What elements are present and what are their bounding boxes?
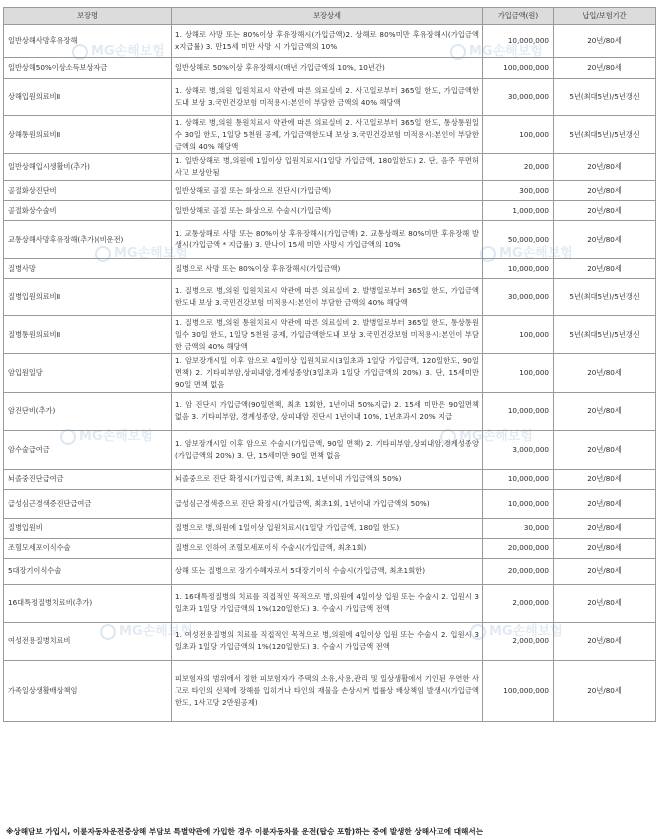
watermark: MG손해보험 bbox=[60, 425, 153, 445]
table-row bbox=[4, 58, 656, 79]
period-cell: 20년/80세 bbox=[554, 354, 656, 392]
coverage-name-cell: 골절화상수술비 bbox=[4, 200, 172, 220]
table-row bbox=[4, 258, 656, 278]
coverage-detail-cell: 1. 교통상해로 사망 또는 80%이상 후유장해시(가입금액) 2. 교통상해로 80%미만 후유장해 발생시(가입금액 * 지급률) 3. 만나이 15세 미만 사망시 가입금액의 10% bbox=[172, 220, 483, 258]
amount-cell: 50,000,000 bbox=[483, 220, 554, 258]
coverage-name-cell: 일반상해입시생활비(추가) bbox=[4, 154, 172, 181]
coverage-detail-cell: 1. 여성전용질병의 치료를 직접적인 목적으로 병,의원에 4일이상 입원 또는 수술시 2. 입원시 3일초과 1일당 가입금액의 1%(120일한도) 3. 수술시 가입금액 전액 bbox=[172, 622, 483, 660]
period-cell: 20년/80세 bbox=[554, 469, 656, 489]
coverage-detail-cell: 뇌졸중으로 진단 확정시(가입금액, 최초1회, 1년이내 가입금액의 50%) bbox=[172, 469, 483, 489]
coverage-detail-cell: 질병으로 인하여 조혈모세포이식 수술시(가입금액, 최초1회) bbox=[172, 538, 483, 558]
period-cell: 5년(최대5년)/5년갱신 bbox=[554, 315, 656, 353]
amount-cell: 3,000,000 bbox=[483, 430, 554, 469]
coverage-name-cell: 뇌졸중진단급여금 bbox=[4, 469, 172, 489]
coverage-name-cell: 상해입원의료비Ⅱ bbox=[4, 79, 172, 116]
coverage-name-cell: 여성전용질병치료비 bbox=[4, 622, 172, 660]
amount-cell: 100,000,000 bbox=[483, 660, 554, 721]
amount-cell: 30,000 bbox=[483, 518, 554, 538]
amount-cell: 20,000,000 bbox=[483, 558, 554, 584]
table-row bbox=[4, 315, 656, 353]
coverage-table bbox=[3, 7, 656, 722]
period-cell: 20년/80세 bbox=[554, 660, 656, 721]
period-cell: 20년/80세 bbox=[554, 200, 656, 220]
amount-cell: 30,000,000 bbox=[483, 278, 554, 315]
amount-cell: 30,000,000 bbox=[483, 79, 554, 116]
coverage-detail-cell: 1. 16대특정질병의 치료를 직접적인 목적으로 병,의원에 4일이상 입원 또는 수술시 2. 입원시 3일초과 1일당 가입금액의 1%(120일한도) 3. 수술시 가입금액 전액 bbox=[172, 584, 483, 622]
table-row bbox=[4, 200, 656, 220]
coverage-name-cell: 암진단비(추가) bbox=[4, 392, 172, 430]
coverage-name-cell: 조혈모세포이식수술 bbox=[4, 538, 172, 558]
coverage-detail-cell: 1. 암보장개시일 이후 암으로 수술시(가입금액, 90일 면책) 2. 기타피부암,상피내암,경계성종양(가입금액의 20%) 3. 단, 15세미만 90일 면책 없음 bbox=[172, 430, 483, 469]
table-row bbox=[4, 116, 656, 154]
coverage-table-wrapper bbox=[3, 7, 655, 722]
coverage-name-cell: 교통상해사망후유장해(추가)(비운전) bbox=[4, 220, 172, 258]
table-header-row bbox=[4, 8, 656, 25]
header-coverage-name: 보장명 bbox=[4, 8, 172, 25]
coverage-name-cell: 5대장기이식수술 bbox=[4, 558, 172, 584]
amount-cell: 20,000 bbox=[483, 154, 554, 181]
amount-cell: 10,000,000 bbox=[483, 25, 554, 58]
coverage-detail-cell: 1. 상해로 병,의원 통원치료시 약관에 따른 의료실비 2. 사고일로부터 365일 한도, 통상통원일수 30일 한도, 1일당 5천원 공제, 가입금액한도내 보상 3.국민건강보험 미적용시:본인이 부담한 금액의 40% 해당액 bbox=[172, 116, 483, 154]
coverage-name-cell: 질병통원의료비Ⅱ bbox=[4, 315, 172, 353]
period-cell: 5년(최대5년)/5년갱신 bbox=[554, 278, 656, 315]
watermark: MG손해보험 bbox=[480, 242, 573, 262]
amount-cell: 10,000,000 bbox=[483, 392, 554, 430]
coverage-name-cell: 일반상해사망후유장해 bbox=[4, 25, 172, 58]
table-row bbox=[4, 278, 656, 315]
table-row bbox=[4, 584, 656, 622]
amount-cell: 300,000 bbox=[483, 180, 554, 200]
period-cell: 20년/80세 bbox=[554, 220, 656, 258]
table-row bbox=[4, 558, 656, 584]
coverage-detail-cell: 1. 상해로 병,의원 입원치료시 약관에 따른 의료실비 2. 사고일로부터 365일 한도, 가입금액한도내 보상 3.국민건강보험 미적용시:본인이 부담한 금액의 40% 해당액 bbox=[172, 79, 483, 116]
coverage-detail-cell: 상해 또는 질병으로 장기수혜자로서 5대장기이식 수술시(가입금액, 최초1회한) bbox=[172, 558, 483, 584]
table-row bbox=[4, 538, 656, 558]
coverage-detail-cell: 1. 암 진단시 가입금액(90일면책, 최초 1회한, 1년이내 50%지급) 2. 15세 미만은 90일면책 없음 3. 기타피부암, 경계성종양, 상피내암 진단시 1년이내 10%, 1년초과시 20% 지급 bbox=[172, 392, 483, 430]
coverage-detail-cell: 피보험자의 범위에서 정한 피보험자가 주택의 소유,사용,관리 및 일상생활에서 기인된 우연한 사고로 타인의 신체에 장해를 입히거나 타인의 재물을 손상시켜 법률상 배상책임 발생시(가입금액 한도, 1사고당 2만원공제) bbox=[172, 660, 483, 721]
period-cell: 20년/80세 bbox=[554, 58, 656, 79]
amount-cell: 100,000,000 bbox=[483, 58, 554, 79]
watermark: MG손해보험 bbox=[95, 242, 188, 262]
period-cell: 20년/80세 bbox=[554, 25, 656, 58]
coverage-name-cell: 질병사망 bbox=[4, 258, 172, 278]
coverage-detail-cell: 일반상해로 골절 또는 화상으로 수술시(가입금액) bbox=[172, 200, 483, 220]
coverage-detail-cell: 급성심근경색증으로 진단 확정시(가입금액, 최초1회, 1년이내 가입금액의 50%) bbox=[172, 489, 483, 518]
period-cell: 20년/80세 bbox=[554, 489, 656, 518]
amount-cell: 10,000,000 bbox=[483, 258, 554, 278]
watermark: MG손해보험 bbox=[470, 620, 563, 640]
table-row bbox=[4, 25, 656, 58]
table-row bbox=[4, 430, 656, 469]
table-row bbox=[4, 354, 656, 392]
coverage-name-cell: 가족일상생활배상책임 bbox=[4, 660, 172, 721]
period-cell: 20년/80세 bbox=[554, 558, 656, 584]
table-row bbox=[4, 392, 656, 430]
amount-cell: 2,000,000 bbox=[483, 622, 554, 660]
coverage-name-cell: 상해통원의료비Ⅱ bbox=[4, 116, 172, 154]
footnote: ※상해담보 가입시, 이륜자동차운전중상해 부담보 특별약관에 가입한 경우 이륜자동차를 운전(탑승 포함)하는 중에 발생한 상해사고에 대해서는 bbox=[6, 827, 484, 836]
period-cell: 20년/80세 bbox=[554, 538, 656, 558]
period-cell: 20년/80세 bbox=[554, 154, 656, 181]
coverage-detail-cell: 질병으로 병,의원에 1일이상 입원치료시(1일당 가입금액, 180일 한도) bbox=[172, 518, 483, 538]
period-cell: 5년(최대5년)/5년갱신 bbox=[554, 79, 656, 116]
watermark: MG손해보험 bbox=[440, 425, 533, 445]
watermark: MG손해보험 bbox=[72, 40, 165, 60]
header-amount: 가입금액(원) bbox=[483, 8, 554, 25]
table-row bbox=[4, 180, 656, 200]
table-row bbox=[4, 622, 656, 660]
coverage-name-cell: 16대특정질병치료비(추가) bbox=[4, 584, 172, 622]
amount-cell: 100,000 bbox=[483, 315, 554, 353]
table-row bbox=[4, 79, 656, 116]
period-cell: 20년/80세 bbox=[554, 430, 656, 469]
table-body bbox=[4, 25, 656, 722]
coverage-name-cell: 암입원일당 bbox=[4, 354, 172, 392]
table-row bbox=[4, 660, 656, 721]
amount-cell: 10,000,000 bbox=[483, 489, 554, 518]
table-row bbox=[4, 220, 656, 258]
amount-cell: 10,000,000 bbox=[483, 469, 554, 489]
period-cell: 20년/80세 bbox=[554, 518, 656, 538]
coverage-name-cell: 일반상해50%이상소득보상자금 bbox=[4, 58, 172, 79]
header-period: 납입/보험기간 bbox=[554, 8, 656, 25]
coverage-name-cell: 질병입원의료비Ⅱ bbox=[4, 278, 172, 315]
watermark: MG손해보험 bbox=[450, 40, 543, 60]
header-coverage-detail: 보장상세 bbox=[172, 8, 483, 25]
period-cell: 20년/80세 bbox=[554, 392, 656, 430]
table-row bbox=[4, 154, 656, 181]
table-row bbox=[4, 469, 656, 489]
amount-cell: 1,000,000 bbox=[483, 200, 554, 220]
coverage-detail-cell: 1. 상해로 사망 또는 80%이상 후유장해시(가입금액)2. 상해로 80%미만 후유장해시(가입금액x지급률) 3. 만15세 미만 사망 시 가입금액의 10% bbox=[172, 25, 483, 58]
coverage-name-cell: 암수술급여금 bbox=[4, 430, 172, 469]
coverage-detail-cell: 일반상해로 50%이상 후유장해시(매년 가입금액의 10%, 10년간) bbox=[172, 58, 483, 79]
coverage-detail-cell: 1. 질병으로 병,의원 통원치료시 약관에 따른 의료실비 2. 발병일로부터 365일 한도, 통상통원일수 30일 한도, 1일당 5천원 공제, 가입금액한도내 보상 3.국민건강보험 미적용시:본인이 부담한 금액의 40% 해당액 bbox=[172, 315, 483, 353]
period-cell: 20년/80세 bbox=[554, 622, 656, 660]
coverage-name-cell: 질병입원비 bbox=[4, 518, 172, 538]
table-row bbox=[4, 489, 656, 518]
period-cell: 20년/80세 bbox=[554, 180, 656, 200]
watermark: MG손해보험 bbox=[100, 620, 193, 640]
coverage-detail-cell: 일반상해로 골절 또는 화상으로 진단시(가입금액) bbox=[172, 180, 483, 200]
amount-cell: 100,000 bbox=[483, 116, 554, 154]
period-cell: 20년/80세 bbox=[554, 258, 656, 278]
period-cell: 5년(최대5년)/5년갱신 bbox=[554, 116, 656, 154]
amount-cell: 100,000 bbox=[483, 354, 554, 392]
amount-cell: 20,000,000 bbox=[483, 538, 554, 558]
period-cell: 20년/80세 bbox=[554, 584, 656, 622]
coverage-name-cell: 골절화상진단비 bbox=[4, 180, 172, 200]
coverage-detail-cell: 질병으로 사망 또는 80%이상 후유장해시(가입금액) bbox=[172, 258, 483, 278]
coverage-detail-cell: 1. 일반상해로 병,의원에 1일이상 입원치료시(1일당 가입금액, 180일한도) 2. 단, 음주 무면허사고 보상안됨 bbox=[172, 154, 483, 181]
amount-cell: 2,000,000 bbox=[483, 584, 554, 622]
coverage-detail-cell: 1. 질병으로 병,의원 입원치료시 약관에 따른 의료실비 2. 발병일로부터 365일 한도, 가입금액한도내 보상 3.국민건강보험 미적용시:본인이 부담한 금액의 40% 해당액 bbox=[172, 278, 483, 315]
coverage-detail-cell: 1. 암보장개시일 이후 암으로 4일이상 입원치료시(3일초과 1일당 가입금액, 120일한도, 90일 면책) 2. 기타피부암,상피내암,경계성종양(3일초과 1일당 가입금액의 20%) 3. 단, 15세미만 90일 면책 없음 bbox=[172, 354, 483, 392]
table-row bbox=[4, 518, 656, 538]
coverage-name-cell: 급성심근경색증진단급여금 bbox=[4, 489, 172, 518]
